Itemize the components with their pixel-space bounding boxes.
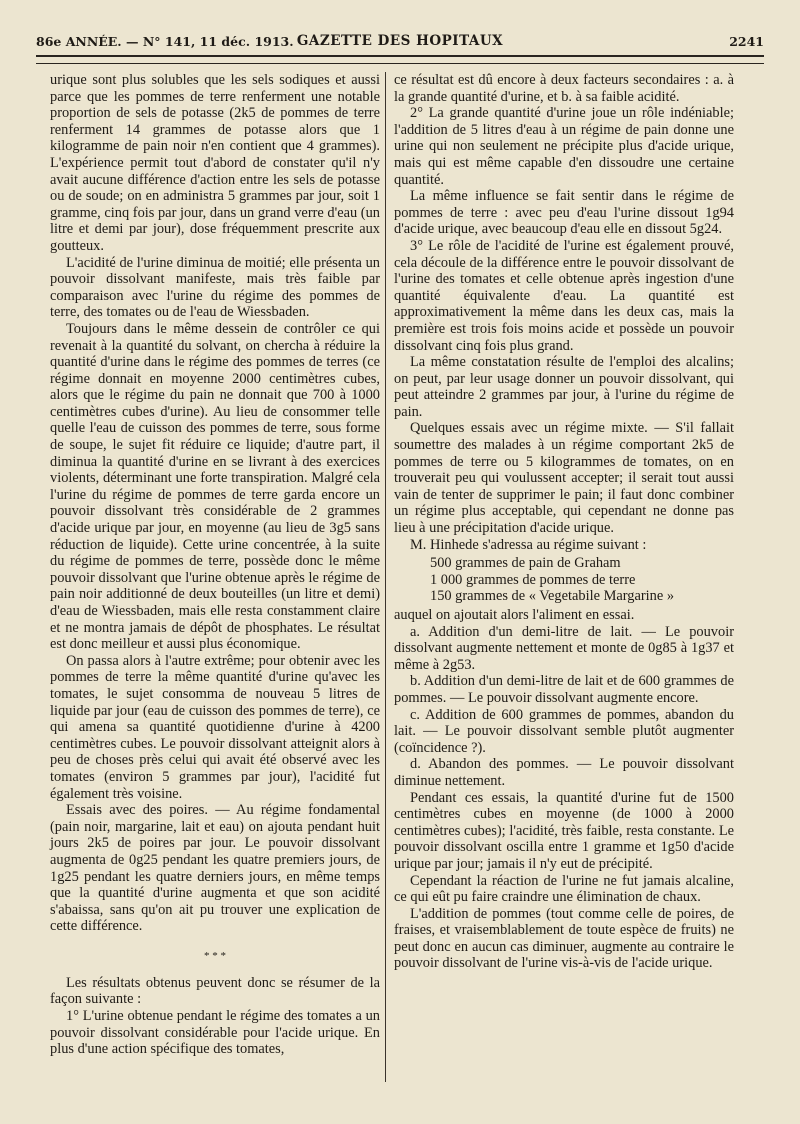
paragraph: Toujours dans le même dessein de contrôler ce qui revenait à la quantité du solvant, on chercha à réduire la quantité d'urine dans le régime des pommes de terres (ce régime donnait en moyenne 2000 centimètres cubes, alors que le régime du pain ne donnait que 700 à 1000 centimètres cubes d'urine). Au lieu de consommer telle quelle l'eau de cuisson des pommes de terre, sous forme de soupe, le sujet fit réduire ce liquide; d'autre part, il diminua la quantité d'urine en se livrant à des exercices violents, déterminant une forte transpiration. Malgré cela l'urine du régime de pommes de terre garda encore un pouvoir dissolvant très considérable de 2 grammes d'acide urique par jour, en moyenne (au lieu de 3g5 sans réduction de liquide). Cette urine concentrée, à la suite du régime de pommes de terre, possède donc le même pouvoir dissolvant que l'urine obtenue après le régime de pain noir additionné de deux bouteilles (un litre et demi) d'eau de Wiessbaden, mais elle resta constamment claire et ne montra jamais de dépôt de phosphates. Le résultat est donc meilleur et aussi plus économique. [50,320,380,653]
paragraph-mixed-diet: Quelques essais avec un régime mixte. — S'il fallait soumettre des malades à un régime comportant 2k5 de pommes de terre ou 5 kilogrammes de tomates, on en trouverait peu qui voulussent accepter; il serait tout aussi vain de tenter de supprimer le pain; il faut donc combiner un régime plus acceptable, qui cependant ne donne pas lieu à une précipitation d'acide urique. [394,420,734,537]
paragraph: La même influence se fait sentir dans le régime de pommes de terre : avec peu d'eau l'urine dissout 1g94 d'acide urique, avec beaucoup d'eau elle en dissout 5g24. [394,188,734,238]
issue-info: 86e ANNÉE. — N° 141, 11 déc. 1913. [36,34,294,49]
column-divider [385,72,386,1082]
paragraph-point-1: 1° L'urine obtenue pendant le régime des tomates a un pouvoir dissolvant considérable pour l'acide urique. En plus d'une action spécifique des tomates, [50,1008,380,1058]
paragraph: Pendant ces essais, la quantité d'urine fut de 1500 centimètres cubes en moyenne (de 1000 à 2000 centimètres cubes); l'acidité, très faible, resta constante. Le pouvoir dissolvant oscilla entre 1 gramme et 1g50 d'acide urique par jour; jamais il n'y eut de précipité. [394,789,734,872]
header-rule [36,55,764,64]
page-number: 2241 [729,34,764,49]
section-separator: * * * [204,949,226,962]
paragraph: La même constatation résulte de l'emploi des alcalins; on peut, par leur usage donner un pouvoir dissolvant, qui peut atteindre 2 grammes par jour, à l'urine du régime de pain. [394,354,734,420]
paragraph-item-c: c. Addition de 600 grammes de pommes, abandon du lait. — Le pouvoir dissolvant semble plutôt augmenter (coïncidence ?). [394,706,734,756]
paragraph-pears: Essais avec des poires. — Au régime fondamental (pain noir, margarine, lait et eau) on ajouta pendant huit jours 2k5 de poires par jour. Le pouvoir dissolvant augmenta de 0g25 pendant les quatre premiers jours, de 1g25 pendant les quatre derniers jours, en même temps que la quantité d'urine augmenta et que son acidité s'abaissa, sans qu'on ait pu trouver une explication de cette différence. [50,802,380,935]
journal-title: GAZETTE DES HOPITAUX [296,33,504,49]
paragraph: ce résultat est dû encore à deux facteurs secondaires : a. à la grande quantité d'urine, et b. à sa faible acidité. [394,72,734,105]
paragraph-point-2: 2° La grande quantité d'urine joue un rôle indéniable; l'addition de 5 litres d'eau à un régime de pain donne une urine qui non seulement ne précipite plus d'acide urique, mais qui est même capable d'en dissoudre une certaine quantité. [394,105,734,188]
paragraph: On passa alors à l'autre extrême; pour obtenir avec les pommes de terre la même quantité d'urine qu'avec les tomates, le sujet consomma de nouveau 5 litres de liquide par jour (eau de cuisson des pommes de terre), ce qui amena sa quantité quotidienne d'urine à 4200 centimètres cubes. Le pouvoir dissolvant atteignit alors à peu de choses près celui qui avait été observé avec les tomates (environ 5 grammes par jour), l'acidité fut également très voisine. [50,652,380,802]
left-column [50,72,380,1058]
page-header [36,30,764,54]
paragraph-summary: Les résultats obtenus peuvent donc se résumer de la façon suivante : [50,974,380,1008]
right-column [394,72,734,972]
diet-list [430,555,734,605]
paragraph-item-d: d. Abandon des pommes. — Le pouvoir dissolvant diminue nettement. [394,756,734,789]
paragraph: auquel on ajoutait alors l'aliment en essai. [394,607,635,623]
paragraph: M. Hinhede s'adressa au régime suivant : [410,536,647,553]
paragraph-item-b: b. Addition d'un demi-litre de lait et de 600 grammes de pommes. — Le pouvoir dissolvant augmente encore. [394,673,734,706]
diet-list-item: 150 grammes de « Vegetabile Margarine » [430,588,675,605]
paragraph-point-3: 3° Le rôle de l'acidité de l'urine est également prouvé, cela découle de la différence entre le pouvoir dissolvant de l'urine des tomates et celle obtenue après ingestion d'une quantité équivalente d'eau. La quantité est approximativement la même dans les deux cas, mais la première est trois fois moins acide et possède un pouvoir dissolvant cinq fois plus grand. [394,237,734,354]
diet-list-item: 1 000 grammes de pommes de terre [430,571,636,588]
diet-list-item: 500 grammes de pain de Graham [430,555,621,572]
paragraph: Cependant la réaction de l'urine ne fut jamais alcaline, ce qui eût pu faire craindre une élimination de chaux. [394,872,734,906]
paragraph: L'addition de pommes (tout comme celle de poires, de fraises, et vraisemblablement de toute espèce de fruits) ne peut donc en aucun cas diminuer, augmente au contraire le pouvoir dissolvant de l'urine vis-à-vis de l'acide urique. [394,905,734,972]
paragraph: urique sont plus solubles que les sels sodiques et aussi parce que les pommes de terre renferment une notable proportion de sels de potasse (2k5 de pommes de terre renferment 14 grammes de potasse alors que 1 kilogramme de pain noir n'en contient que 4 grammes). L'expérience permit tout d'abord de constater qu'il n'y avait aucune différence d'action entre les sels de potasse ou de soude; on en administra 5 grammes par jour, soit 1 gramme, cinq fois par jour, dans un grand verre d'eau (un litre et demi par jour), dose fréquemment prescrite aux goutteux. [50,72,380,254]
paragraph: L'acidité de l'urine diminua de moitié; elle présenta un pouvoir dissolvant manifeste, mais très faible par comparaison avec l'urine du régime des pommes de terre, des tomates ou de l'eau de Wiessbaden. [50,254,380,321]
paragraph-item-a: a. Addition d'un demi-litre de lait. — Le pouvoir dissolvant augmente nettement et monte de 0g85 à 1g37 et même à 2g53. [394,623,734,673]
